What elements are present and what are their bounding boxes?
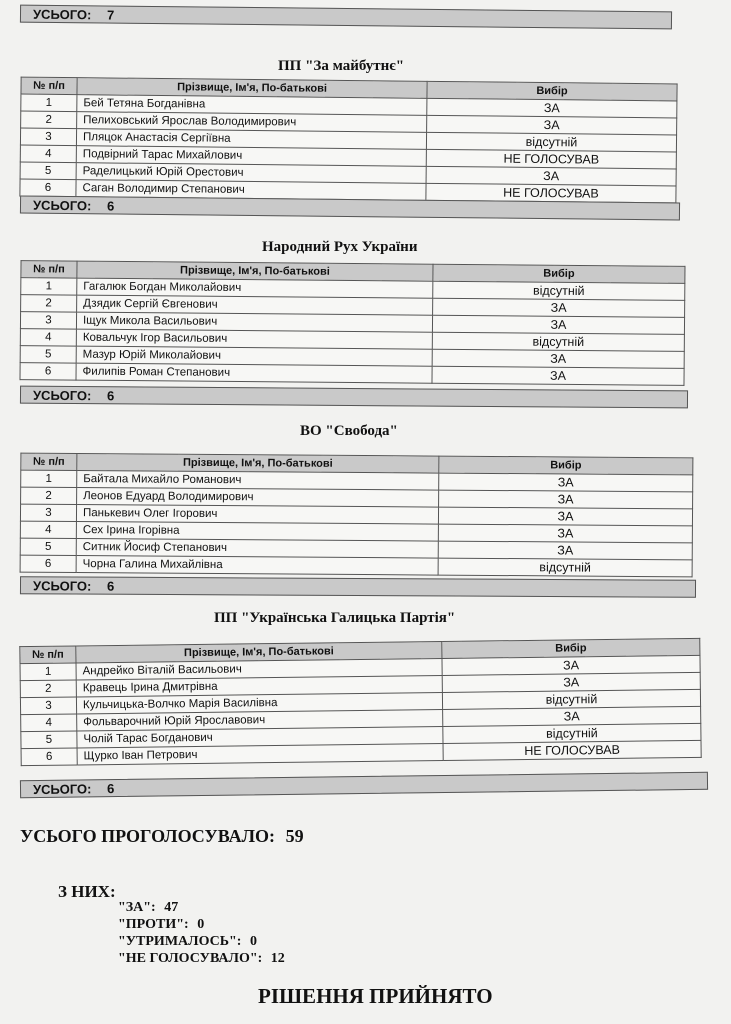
row-name: Панькевич Олег Ігорович — [76, 505, 438, 525]
row-num: 2 — [20, 680, 76, 698]
row-num: 6 — [21, 748, 77, 766]
row-name: Саган Володимир Степанович — [76, 180, 426, 201]
party-total-value: 6 — [106, 781, 115, 797]
summary-line-utrymalos — [118, 934, 257, 950]
row-name: Чорна Галина Михайлівна — [76, 556, 438, 576]
col-header-choice: Вибір — [427, 81, 677, 101]
row-num: 5 — [20, 162, 76, 180]
row-name: Кравець Ірина Дмитрівна — [76, 676, 442, 697]
row-choice: відсутній — [432, 332, 684, 351]
col-header-name: Прізвище, Ім'я, По-батькові — [77, 78, 427, 99]
total-voted-line — [20, 826, 304, 847]
summary-line-label: "ПРОТИ": — [118, 917, 189, 932]
row-name: Чолій Тарас Богданович — [77, 726, 443, 747]
row-choice: НЕ ГОЛОСУВАВ — [426, 183, 676, 203]
party-total-label: УСЬОГО: — [32, 197, 92, 214]
col-header-choice: Вибір — [442, 638, 700, 658]
party-total-value: 6 — [106, 388, 115, 404]
party-table-svoboda — [20, 453, 694, 578]
row-name: Ковальчук Ігор Васильович — [76, 329, 432, 349]
col-header-name: Прізвище, Ім'я, По-батькові — [76, 642, 442, 663]
row-choice: ЗА — [442, 672, 700, 692]
party-table-ugp — [19, 638, 701, 766]
party-title-ugp: ПП "Українська Галицька Партія" — [214, 610, 456, 626]
row-name: Филипів Роман Степанович — [76, 363, 432, 383]
row-num: 3 — [20, 312, 76, 329]
row-choice: ЗА — [432, 315, 684, 334]
row-num: 1 — [21, 278, 77, 295]
col-header-num: № п/п — [20, 646, 76, 664]
party-total-label: УСЬОГО: — [32, 781, 92, 798]
row-choice: ЗА — [427, 98, 677, 118]
col-header-name: Прізвище, Ім'я, По-батькові — [77, 454, 439, 474]
row-name: Іщук Микола Васильович — [76, 312, 432, 332]
row-num: 1 — [21, 94, 77, 112]
party-title-narodnyi-rukh: Народний Рух України — [262, 239, 418, 255]
party-total-value: 6 — [106, 578, 115, 594]
row-num: 3 — [20, 697, 76, 715]
row-choice: ЗА — [439, 490, 693, 509]
party-total-label: УСЬОГО: — [32, 578, 92, 594]
col-header-num: № п/п — [21, 261, 77, 278]
row-num: 2 — [21, 295, 77, 312]
total-voted-value: 59 — [285, 826, 304, 846]
col-header-name: Прізвище, Ім'я, По-батькові — [77, 261, 433, 281]
row-name: Андрейко Віталій Васильович — [76, 659, 442, 680]
summary-line-ne-golosuvalo — [118, 951, 285, 967]
row-num: 4 — [20, 329, 76, 346]
row-choice: ЗА — [433, 298, 685, 317]
row-choice: відсутній — [442, 689, 700, 709]
row-choice: ЗА — [439, 473, 693, 492]
row-choice: ЗА — [438, 524, 692, 543]
row-num: 4 — [20, 521, 76, 538]
row-choice: відсутній — [433, 281, 685, 300]
row-name: Пляцок Анастасія Сергіївна — [76, 129, 426, 150]
row-choice: ЗА — [443, 706, 701, 726]
row-choice: ЗА — [438, 541, 692, 560]
row-name: Бей Тетяна Богданівна — [77, 95, 427, 116]
of-them-label: З НИХ: — [58, 882, 116, 901]
party-title-svoboda: ВО "Свобода" — [300, 423, 398, 439]
row-name: Мазур Юрій Миколайович — [76, 346, 432, 366]
row-choice: НЕ ГОЛОСУВАВ — [426, 149, 676, 169]
row-name: Сех Ірина Ігорівна — [76, 522, 438, 542]
top-total-value: 7 — [106, 7, 115, 23]
summary-line-za — [118, 900, 178, 916]
summary-line-label: "НЕ ГОЛОСУВАЛО": — [118, 951, 263, 966]
col-header-num: № п/п — [21, 453, 77, 470]
party-table-narodnyi-rukh — [19, 260, 685, 386]
summary-line-proty — [118, 917, 204, 933]
col-header-choice: Вибір — [433, 264, 685, 283]
summary-line-value: 47 — [164, 900, 179, 915]
col-header-choice: Вибір — [439, 456, 693, 475]
summary-line-value: 0 — [249, 934, 257, 949]
row-name: Фольварочний Юрій Ярославович — [77, 709, 443, 730]
row-num: 6 — [20, 555, 76, 572]
row-name: Ситник Йосиф Степанович — [76, 539, 438, 559]
row-choice: відсутній — [438, 558, 692, 577]
row-name: Дзядик Сергій Євгенович — [77, 295, 433, 315]
total-voted-label: УСЬОГО ПРОГОЛОСУВАЛО: — [20, 826, 276, 846]
row-name: Щурко Іван Петрович — [77, 743, 443, 764]
row-choice: ЗА — [432, 349, 684, 368]
row-name: Подвірний Тарас Михайлович — [76, 146, 426, 167]
row-num: 3 — [20, 504, 76, 521]
row-num: 3 — [20, 128, 76, 146]
row-num: 6 — [20, 179, 76, 197]
row-num: 1 — [20, 663, 76, 681]
row-choice: ЗА — [442, 655, 700, 675]
row-choice: відсутній — [426, 132, 676, 152]
row-num: 5 — [20, 538, 76, 555]
party-total-label: УСЬОГО: — [32, 387, 92, 404]
row-num: 1 — [21, 470, 77, 487]
row-choice: ЗА — [438, 507, 692, 526]
party-total-value: 6 — [106, 198, 115, 214]
row-choice: НЕ ГОЛОСУВАВ — [443, 740, 701, 760]
party-total-bar — [20, 386, 688, 409]
row-choice: ЗА — [426, 166, 676, 186]
row-name: Байтала Михайло Романович — [77, 471, 439, 491]
party-title-za-maibutnie: ПП "За майбутнє" — [278, 58, 405, 74]
row-choice: відсутній — [443, 723, 701, 743]
summary-line-label: "ЗА": — [118, 900, 156, 915]
top-total-bar — [20, 5, 672, 30]
party-table-za-maibutnie — [19, 77, 677, 204]
top-total-label: УСЬОГО: — [32, 6, 92, 23]
summary-line-value: 12 — [270, 951, 285, 966]
row-num: 2 — [21, 111, 77, 129]
row-name: Кульчицька-Волчко Марія Василівна — [76, 692, 442, 713]
row-num: 2 — [21, 487, 77, 504]
row-choice: ЗА — [432, 366, 684, 385]
party-total-bar — [20, 772, 708, 798]
row-num: 4 — [20, 145, 76, 163]
party-total-bar — [20, 576, 696, 598]
table-row — [20, 555, 692, 577]
row-num: 6 — [20, 363, 76, 380]
summary-line-label: "УТРИМАЛОСЬ": — [118, 934, 242, 949]
row-name: Раделицький Юрій Орестович — [76, 163, 426, 184]
summary-line-value: 0 — [197, 917, 205, 932]
row-name: Пелиховський Ярослав Володимирович — [77, 112, 427, 133]
row-name: Леонов Едуард Володимирович — [77, 488, 439, 508]
row-num: 4 — [21, 714, 77, 732]
row-num: 5 — [21, 731, 77, 749]
row-name: Гагалюк Богдан Миколайович — [77, 278, 433, 298]
col-header-num: № п/п — [21, 77, 77, 95]
decision-text: РІШЕННЯ ПРИЙНЯТО — [258, 984, 493, 1008]
row-num: 5 — [20, 346, 76, 363]
row-choice: ЗА — [427, 115, 677, 135]
